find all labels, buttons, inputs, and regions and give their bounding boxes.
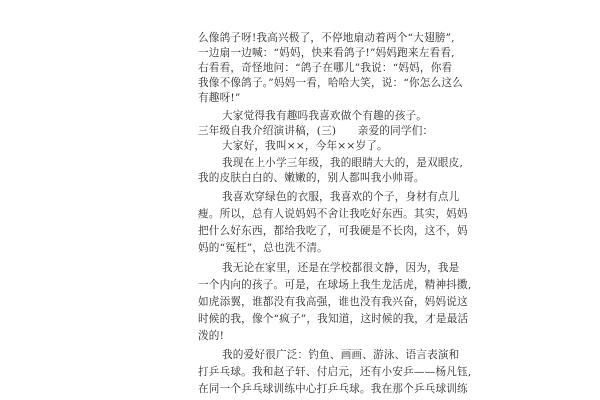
text-line: 把什么好东西，都给我吃了，可我硬是不长肉，这不，妈 bbox=[198, 225, 468, 237]
text-line: 我的爱好很广泛：钓鱼、画画、游泳、语言表演和 bbox=[222, 349, 460, 361]
text-line: 如虎添翼，谁都没有我高强，谁也没有我兴奋，妈妈说这 bbox=[198, 296, 468, 308]
text-line: 右看看，奇怪地问：“鸽子在哪儿”我说：“妈妈，你看 bbox=[198, 62, 453, 74]
text-line: 我像不像鸽子。”妈妈一看，哈哈大笑，说：“你怎么这么 bbox=[198, 77, 463, 89]
text-line: 么像鸽子呀!我高兴极了，不停地扇动着两个“大翅膀”, bbox=[198, 32, 455, 44]
text-line: 我现在上小学三年级，我的眼睛大大的，是双眼皮, bbox=[222, 157, 464, 169]
text-line: 一边扇一边喊：“妈妈，快来看鸽子!”妈妈跑来左看看, bbox=[198, 47, 455, 59]
text-line: 泼的! bbox=[198, 330, 225, 342]
text-line: 我喜欢穿绿色的衣服，我喜欢的个子，身材有点儿 bbox=[222, 191, 460, 203]
text-line: 大家好，我叫××，今年××岁了。 bbox=[222, 140, 388, 152]
text-line: 我无论在家里，还是在学校都很文静，因为，我是 bbox=[222, 262, 460, 274]
section-heading: 三年级自我介绍演讲稿，(三) 亲爱的同学们： bbox=[198, 125, 434, 137]
text-line: 我的皮肤白白的、嫩嫩的，别人都叫我小帅哥。 bbox=[198, 172, 425, 184]
text-line: 时候的我，像个“疯子”，我知道，这时候的我，才是最活 bbox=[198, 313, 469, 325]
text-line: 妈的“冤枉”，总也洗不清。 bbox=[198, 242, 328, 254]
text-line: 打乒乓球。我和赵子轩、付启元，还有小安乒——杨凡钰, bbox=[198, 366, 472, 378]
text-line: 瘦。所以，总有人说妈妈不舍让我吃好东西。其实，妈妈 bbox=[198, 208, 468, 220]
text-line: 大家觉得我有趣吗我喜欢做个有趣的孩子。 bbox=[222, 110, 428, 122]
text-line: 一个内向的孩子。可是，在球场上我生龙活虎，精神抖擞, bbox=[198, 279, 472, 291]
text-line: 有趣呀!” bbox=[198, 92, 241, 104]
text-line: 在同一个乒乓球训练中心打乒乓球。我在那个乒乓球训练 bbox=[198, 383, 468, 395]
